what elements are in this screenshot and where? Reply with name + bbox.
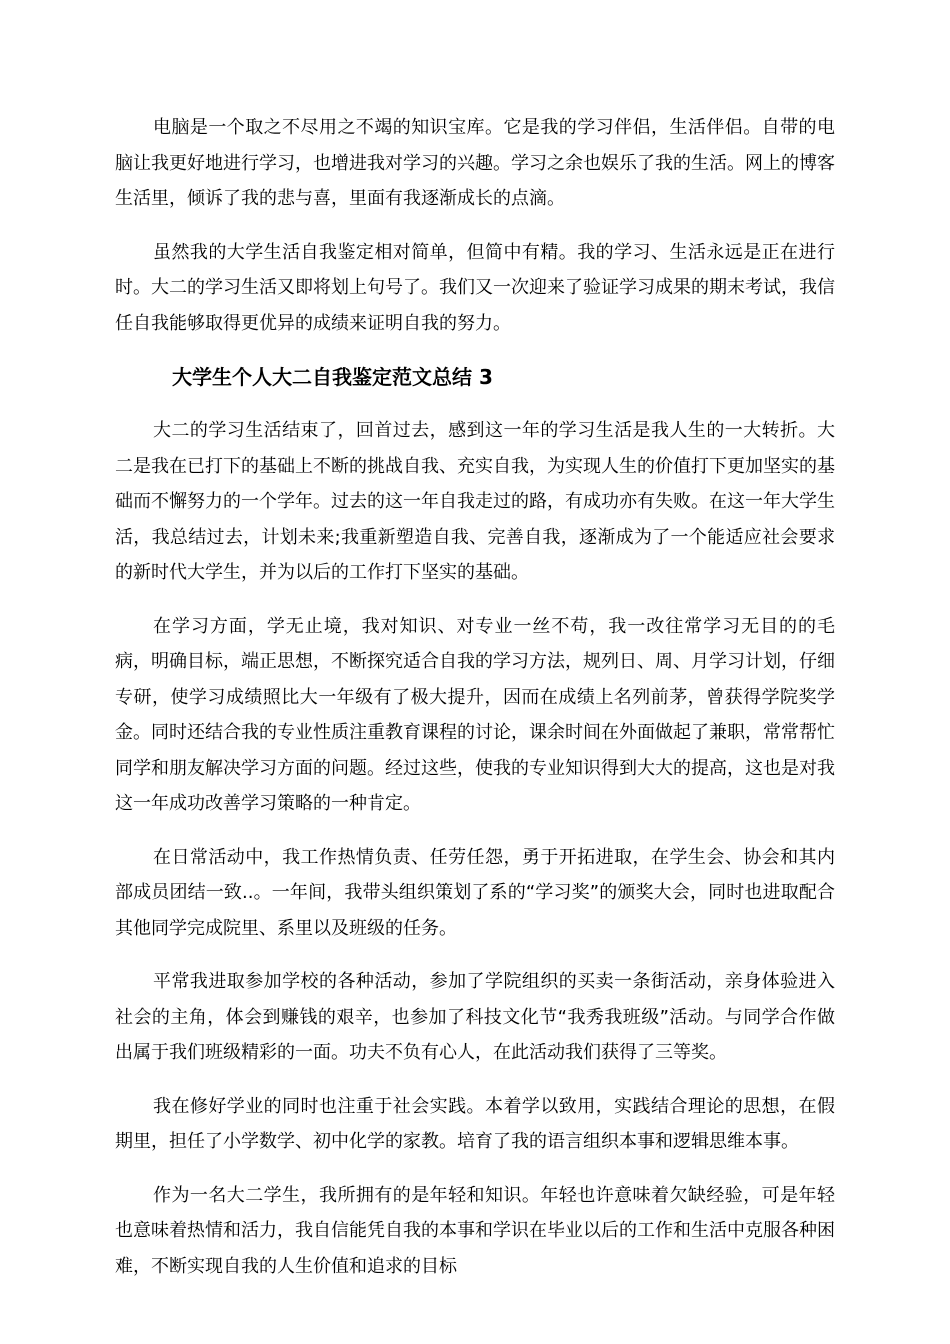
paragraph: 大二的学习生活结束了，回首过去，感到这一年的学习生活是我人生的一大转折。大二是我在已打下的基础上不断的挑战自我、充实自我，为实现人生的价值打下更加坚实的基础而不懈努力的一个学年。过去的这一年自我走过的路，有成功亦有失败。在这一年大学生活，我总结过去，计划未来;我重新塑造自我、完善自我，逐渐成为了一个能适应社会要求的新时代大学生，并为以后的工作打下坚实的基础。 bbox=[115, 420, 835, 583]
paragraph: 在学习方面，学无止境，我对知识、对专业一丝不苟，我一改往常学习无目的的毛病，明确目标，端正思想，不断探究适合自我的学习方法，规列日、周、月学习计划，仔细专研，使学习成绩照比大一年级有了极大提升，因而在成绩上名列前茅，曾获得学院奖学金。同时还结合我的专业性质注重教育课程的讨论，课余时间在外面做起了兼职，常常帮忙同学和朋友解决学习方面的问题。经过这些，使我的专业知识得到大大的提高，这也是对我这一年成功改善学习策略的一种肯定。 bbox=[115, 615, 835, 814]
paragraph: 在日常活动中，我工作热情负责、任劳任怨，勇于开拓进取，在学生会、协会和其内部成员团结一致..。一年间，我带头组织策划了系的“学习奖”的颁奖大会，同时也进取配合其他同学完成院里、系里以及班级的任务。 bbox=[115, 846, 835, 939]
paragraph: 平常我进取参加学校的各种活动，参加了学院组织的买卖一条街活动，亲身体验进入社会的主角，体会到赚钱的艰辛，也参加了科技文化节“我秀我班级”活动。与同学合作做出属于我们班级精彩的一面。功夫不负有心人，在此活动我们获得了三等奖。 bbox=[115, 971, 835, 1063]
section-heading: 大学生个人大二自我鉴定范文总结 3 bbox=[172, 365, 493, 389]
paragraph: 作为一名大二学生，我所拥有的是年轻和知识。年轻也许意味着欠缺经验，可是年轻也意味着热情和活力，我自信能凭自我的本事和学识在毕业以后的工作和生活中克服各种困难，不断实现自我的人生价值和追求的目标 bbox=[115, 1184, 835, 1277]
paragraph: 电脑是一个取之不尽用之不竭的知识宝库。它是我的学习伴侣，生活伴侣。自带的电脑让我更好地进行学习，也增进我对学习的兴趣。学习之余也娱乐了我的生活。网上的博客生活里，倾诉了我的悲与喜，里面有我逐渐成长的点滴。 bbox=[115, 117, 835, 209]
document-body bbox=[115, 110, 835, 1284]
paragraph: 虽然我的大学生活自我鉴定相对简单，但简中有精。我的学习、生活永远是正在进行时。大二的学习生活又即将划上句号了。我们又一次迎来了验证学习成果的期末考试，我信任自我能够取得更优异的成绩来证明自我的努力。 bbox=[115, 241, 835, 334]
paragraph: 我在修好学业的同时也注重于社会实践。本着学以致用，实践结合理论的思想，在假期里，担任了小学数学、初中化学的家教。培育了我的语言组织本事和逻辑思维本事。 bbox=[115, 1095, 835, 1152]
